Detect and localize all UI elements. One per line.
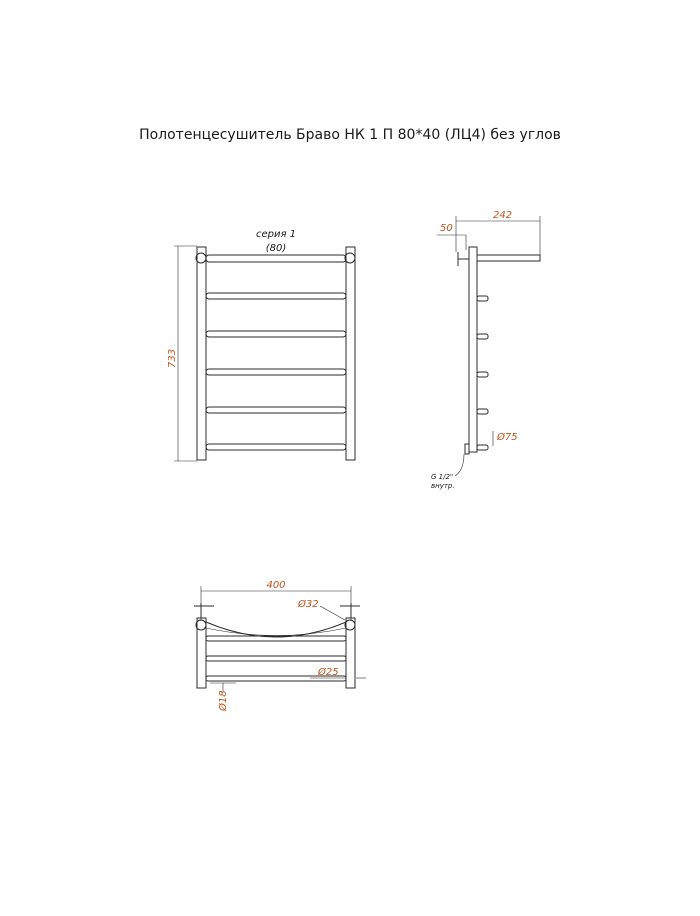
thread-sub-label: внутр. <box>431 482 455 490</box>
rung-top <box>206 255 346 262</box>
rung <box>206 407 346 413</box>
series-label: серия 1 <box>255 229 297 240</box>
front-view <box>167 229 355 461</box>
series-sub-label: (80) <box>265 243 287 254</box>
diameter-18-label: Ø18 <box>218 690 229 711</box>
diameter-25-label: Ø25 <box>318 667 339 678</box>
rung-stub <box>477 296 488 301</box>
width-dim-label: 400 <box>266 580 286 591</box>
top-rail <box>206 656 346 661</box>
rung <box>206 369 346 375</box>
rung <box>206 444 346 450</box>
top-view <box>194 580 366 712</box>
height-dim-label: 733 <box>167 348 178 368</box>
rung-stub <box>477 334 488 339</box>
diameter-32-label: Ø32 <box>298 599 319 610</box>
thread-label: G 1/2" <box>431 473 454 481</box>
left-post <box>197 247 206 460</box>
side-shelf <box>477 255 540 261</box>
diameter-75-label: Ø75 <box>497 432 518 443</box>
right-post <box>346 247 355 460</box>
offset-dim-label: 50 <box>440 223 453 234</box>
rung-stub <box>477 372 488 377</box>
curved-top-rail <box>206 622 346 637</box>
rung <box>206 331 346 337</box>
side-view <box>431 210 540 490</box>
rung-stub <box>477 409 488 414</box>
thread-leader <box>455 454 464 476</box>
depth-dim-label: 242 <box>493 210 513 221</box>
rung <box>206 293 346 299</box>
rung-stub <box>477 445 488 450</box>
side-post <box>469 247 477 452</box>
drawing-title: Полотенцесушитель Браво НК 1 П 80*40 (ЛЦ4) без углов <box>139 127 561 143</box>
